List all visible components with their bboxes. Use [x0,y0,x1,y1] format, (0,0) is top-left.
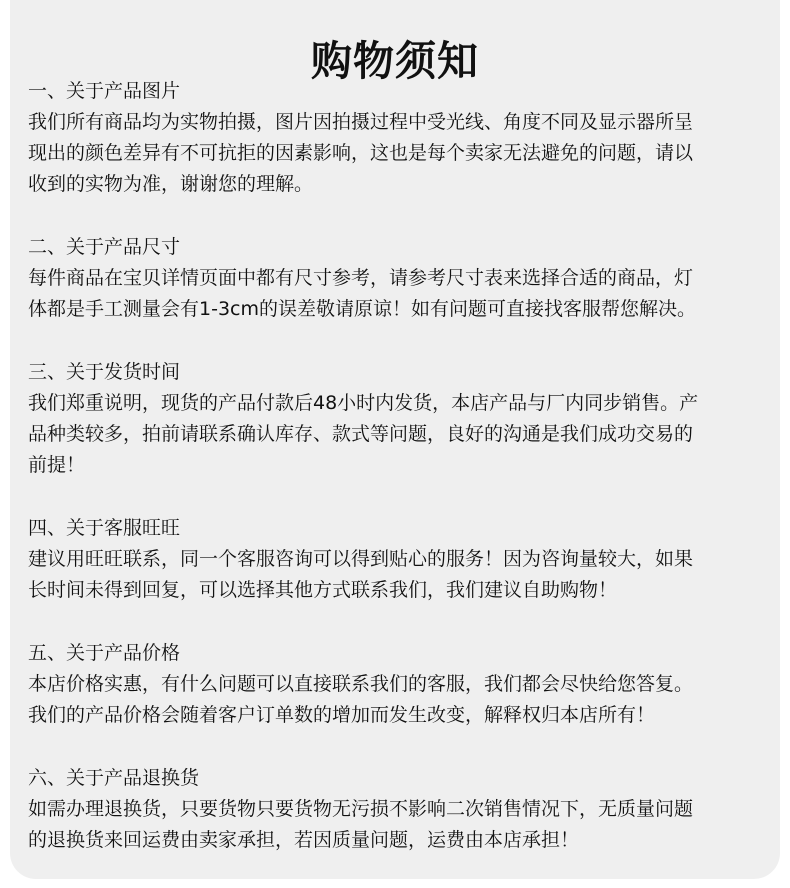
section-body [28,669,770,731]
page-title: 购物须知 [311,37,479,86]
section-text-line: 每件商品在宝贝详情页面中都有尺寸参考，请参考尺寸表来选择合适的商品，灯 [28,267,694,289]
section-heading: 二、关于产品尺寸 [28,236,181,258]
section-heading: 一、关于产品图片 [28,80,181,102]
section-text-line: 长时间未得到回复，可以选择其他方式联系我们，我们建议自助购物！ [28,579,618,601]
section-body [28,107,770,200]
section-customer-service [28,513,770,606]
section-heading: 四、关于客服旺旺 [28,517,181,539]
section-heading: 三、关于发货时间 [28,361,181,383]
section-product-size [28,232,770,325]
section-text-line: 体都是手工测量会有1-3cm的误差敬请原谅！如有问题可直接找客服帮您解决。 [28,298,696,320]
section-text-line: 品种类较多，拍前请联系确认库存、款式等问题，良好的沟通是我们成功交易的 [28,423,694,445]
section-returns [28,763,770,856]
section-body [28,388,770,481]
section-shipping-time [28,357,770,481]
section-text-line: 现出的颜色差异有不可抗拒的因素影响，这也是每个卖家无法避免的问题，请以 [28,142,694,164]
section-heading: 六、关于产品退换货 [28,767,200,789]
section-text-line: 我们的产品价格会随着客户订单数的增加而发生改变，解释权归本店所有！ [28,704,656,726]
section-heading: 五、关于产品价格 [28,642,181,664]
section-product-price [28,638,770,731]
section-text-line: 我们郑重说明，现货的产品付款后48小时内发货，本店产品与厂内同步销售。产 [28,392,699,414]
section-text-line: 本店价格实惠，有什么问题可以直接联系我们的客服，我们都会尽快给您答复。 [28,673,694,695]
section-text-line: 如需办理退换货，只要货物只要货物无污损不影响二次销售情况下，无质量问题 [28,798,694,820]
section-text-line: 的退换货来回运费由卖家承担，若因质量问题，运费由本店承担！ [28,829,580,851]
section-text-line: 建议用旺旺联系，同一个客服咨询可以得到贴心的服务！因为咨询量较大，如果 [28,548,694,570]
section-text-line: 前提！ [28,454,86,476]
section-product-images [28,76,770,200]
section-body [28,544,770,606]
section-body [28,263,770,325]
section-body [28,794,770,856]
section-text-line: 收到的实物为准，谢谢您的理解。 [28,173,314,195]
section-text-line: 我们所有商品均为实物拍摄，图片因拍摄过程中受光线、角度不同及显示器所呈 [28,111,694,133]
notice-content [28,76,770,888]
